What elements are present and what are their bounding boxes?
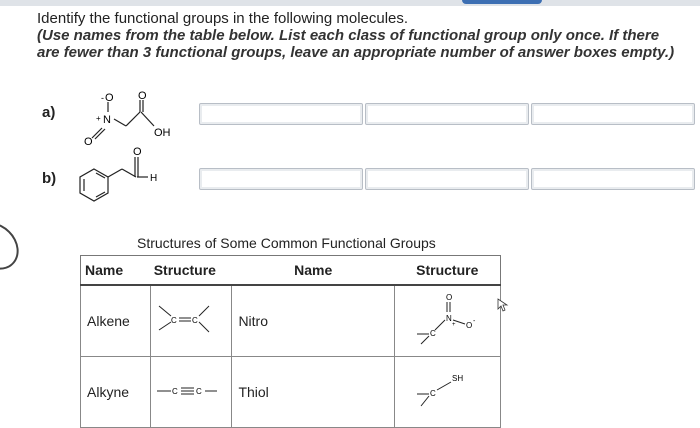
thiol-c: C xyxy=(429,388,436,398)
functional-groups-table xyxy=(80,255,501,428)
mol-a-atom-o1: O xyxy=(105,92,114,104)
mol-a-atom-oh: OH xyxy=(154,127,171,139)
row-2-name2: Thiol xyxy=(232,357,395,428)
toolbar-tab[interactable] xyxy=(462,0,542,4)
answer-b-1[interactable] xyxy=(199,168,363,190)
nitro-o2: O xyxy=(465,320,473,330)
row-1-name2: Nitro xyxy=(232,285,395,357)
answer-a-2[interactable] xyxy=(365,103,529,125)
header-name-2: Name xyxy=(232,256,395,286)
answer-b-3[interactable] xyxy=(531,168,695,190)
mol-b-atom-h: H xyxy=(150,173,158,184)
nitro-structure-icon xyxy=(395,290,500,350)
mol-b-atom-o: O xyxy=(133,146,142,158)
mol-a-atom-o3: O xyxy=(138,90,147,102)
answer-b-3-input[interactable] xyxy=(532,169,694,189)
table-row xyxy=(81,285,501,357)
thiol-structure-icon xyxy=(395,366,500,416)
table-header-row xyxy=(81,256,501,286)
header-structure-1: Structure xyxy=(153,262,216,278)
row-1-name1: Alkene xyxy=(81,285,151,357)
row-2-structure2 xyxy=(394,357,500,428)
answer-b-2-input[interactable] xyxy=(366,169,528,189)
alkene-structure-icon xyxy=(151,300,231,340)
table-row xyxy=(81,357,501,428)
question-instructions: (Use names from the table below. List each class of functional group only once. If there are fewer than 3 functional groups, leave an appropriate number of answer boxes empty.) xyxy=(37,27,675,61)
alkyne-c2: C xyxy=(196,386,203,396)
row-1-structure1 xyxy=(151,285,232,357)
alkyne-c1: C xyxy=(172,386,179,396)
table-caption: Structures of Some Common Functional Groups xyxy=(137,235,436,251)
part-a-label: a) xyxy=(42,104,56,121)
row-1-structure2 xyxy=(394,285,500,357)
answer-a-2-input[interactable] xyxy=(366,104,528,124)
answer-b-2[interactable] xyxy=(365,168,529,190)
mol-a-atom-n: N xyxy=(103,114,111,126)
nitro-minus: - xyxy=(472,317,476,325)
thiol-sh: SH xyxy=(451,373,464,383)
answer-a-3[interactable] xyxy=(531,103,695,125)
row-2-name1: Alkyne xyxy=(81,357,151,428)
nitro-plus: + xyxy=(451,321,456,328)
header-structure-2: Structure xyxy=(394,256,500,286)
question-prompt: Identify the functional groups in the following molecules. xyxy=(37,10,409,27)
nitro-o1: O xyxy=(445,292,453,302)
answer-a-1[interactable] xyxy=(199,103,363,125)
answer-a-1-input[interactable] xyxy=(200,104,362,124)
mol-a-minus: - xyxy=(101,93,104,103)
header-name-1: Name xyxy=(85,262,124,278)
mol-a-atom-o2: O xyxy=(84,136,93,148)
previous-arrow-icon[interactable] xyxy=(0,213,28,279)
nitro-c: C xyxy=(429,328,436,338)
answer-b-1-input[interactable] xyxy=(200,169,362,189)
row-2-structure1 xyxy=(151,357,232,428)
mol-a-plus: + xyxy=(96,114,101,123)
nitro-n: N xyxy=(445,313,452,323)
alkene-c2: C xyxy=(192,315,199,325)
header-left xyxy=(81,256,232,286)
top-toolbar-strip xyxy=(0,0,700,6)
question-text xyxy=(37,10,677,61)
part-b-label: b) xyxy=(42,170,57,187)
answer-a-3-input[interactable] xyxy=(532,104,694,124)
alkene-c1: C xyxy=(171,315,178,325)
molecule-b-structure xyxy=(76,145,176,213)
mouse-cursor-icon xyxy=(497,298,509,312)
alkyne-structure-icon xyxy=(151,371,231,411)
